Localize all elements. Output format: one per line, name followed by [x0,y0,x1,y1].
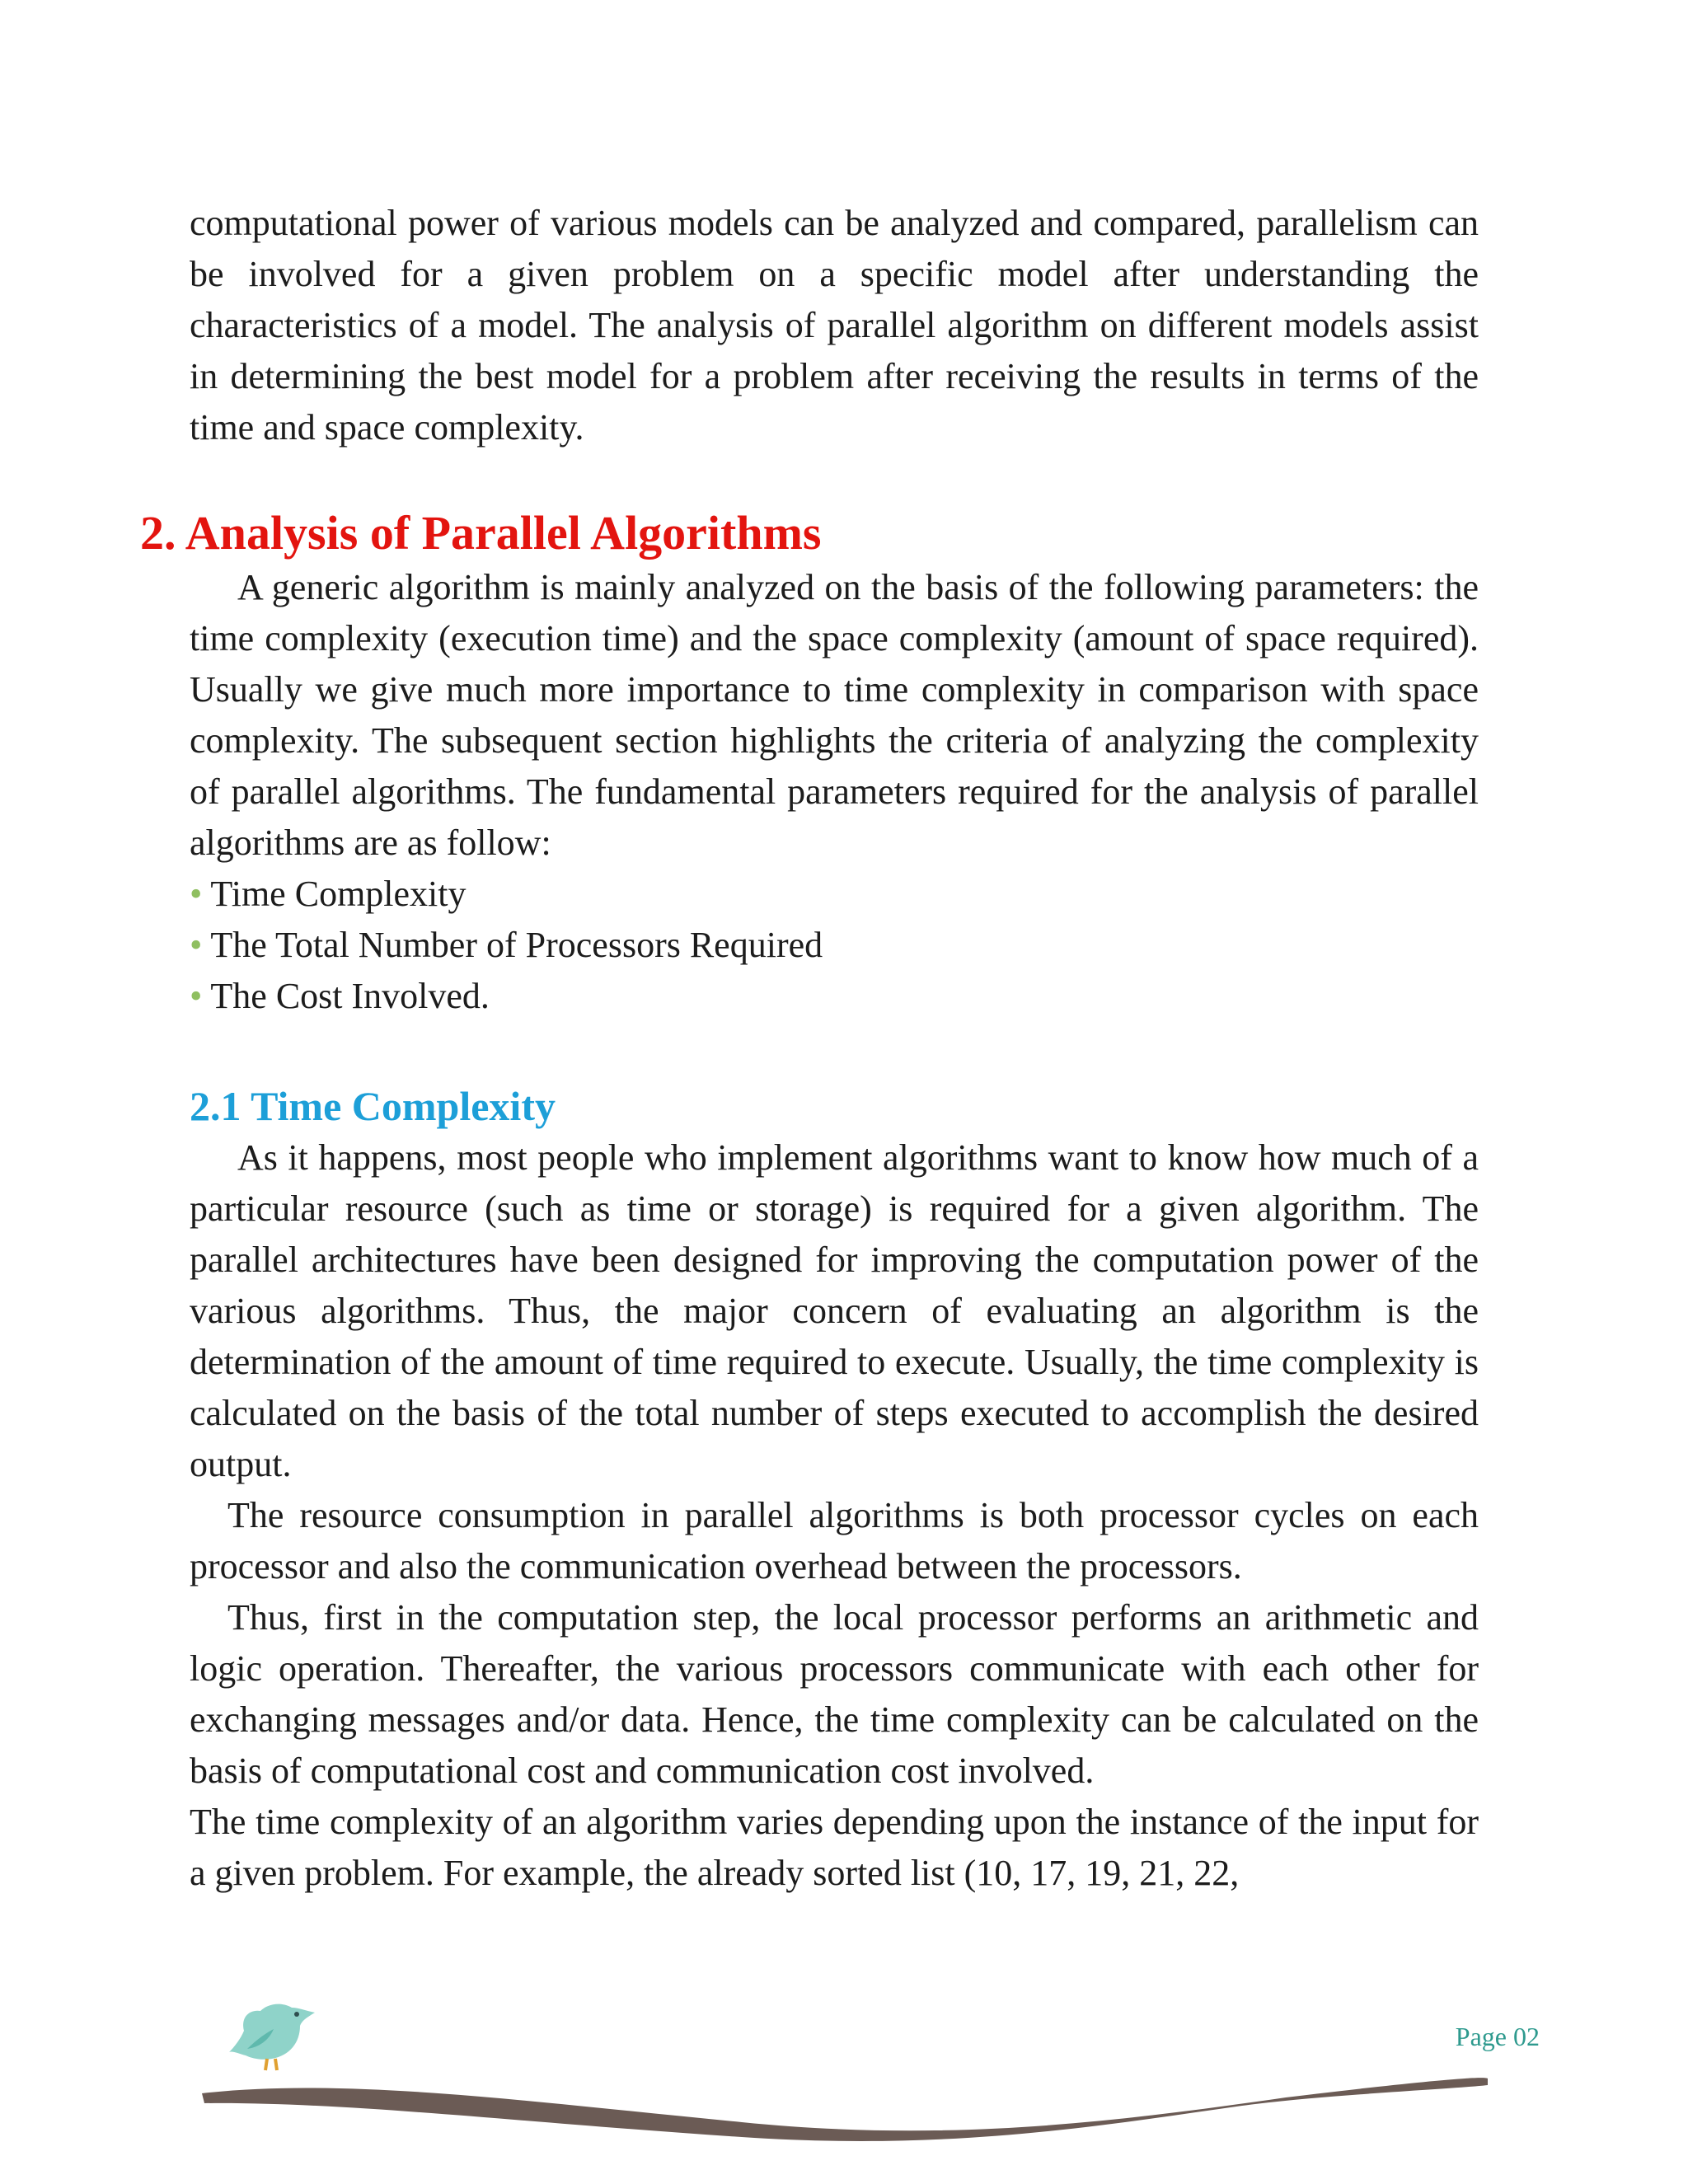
branch-line [202,2078,1488,2141]
time-complexity-paragraph-1: As it happens, most people who implement algorithms want to know how much of a particular resource (such as time or storage) is required for a given algorithm. The parallel architectures have been designed for improving the computation power of the various algorithms. Thus, the major concern of evaluating an algorithm is the determination of the amount of time required to execute. Usually, the time complexity is calculated on the basis of the total number of steps executed to accomplish the desired output. [190,1137,1479,1484]
footer-decoration [0,1978,1688,2184]
page-number: Page 02 [1455,2022,1540,2051]
subsection-heading: 2.1 Time Complexity [190,1083,556,1129]
list-item-text: The Total Number of Processors Required [210,925,823,965]
time-complexity-paragraph-4: The time complexity of an algorithm varies depending upon the instance of the input for a given problem. For example, the already sorted list (10, 17, 19, 21, 22, [190,1802,1479,1893]
list-item [190,971,1479,1022]
bullet-icon: • [190,976,203,1016]
section-paragraph: A generic algorithm is mainly analyzed on the basis of the following parameters: the time complexity (execution time) and the space complexity (amount of space required). Usually we give much more importance to time complexity in comparison with space complexity. The subsequent section highlights the criteria of analyzing the complexity of parallel algorithms. The fundamental parameters required for the analysis of parallel algorithms are as follow: [190,567,1479,863]
time-complexity-paragraph-2: The resource consumption in parallel algorithms is both processor cycles on each processor and also the communication overhead between the processors. [190,1495,1479,1586]
intro-paragraph: computational power of various models can be analyzed and compared, parallelism can be involved for a given problem on a specific model after understanding the characteristics of a model. The analysis of parallel algorithm on different models assist in determining the best model for a problem after receiving the results in terms of the time and space complexity. [190,203,1479,448]
list-item [190,920,1479,971]
bullet-icon: • [190,874,203,914]
section-heading: 2. Analysis of Parallel Algorithms [140,506,822,560]
bullet-icon: • [190,925,203,965]
list-item-text: Time Complexity [210,874,467,914]
page-content [140,198,1479,1899]
parameter-list [190,869,1479,1022]
list-item [190,869,1479,920]
time-complexity-paragraph-3: Thus, first in the computation step, the local processor performs an arithmetic and logic operation. Thereafter, the various processors communicate with each other for exchanging messages and/or data. Hence, the time complexity can be calculated on the basis of computational cost and communication cost involved. [190,1597,1479,1791]
bird-icon [229,2004,315,2070]
list-item-text: The Cost Involved. [210,976,490,1016]
